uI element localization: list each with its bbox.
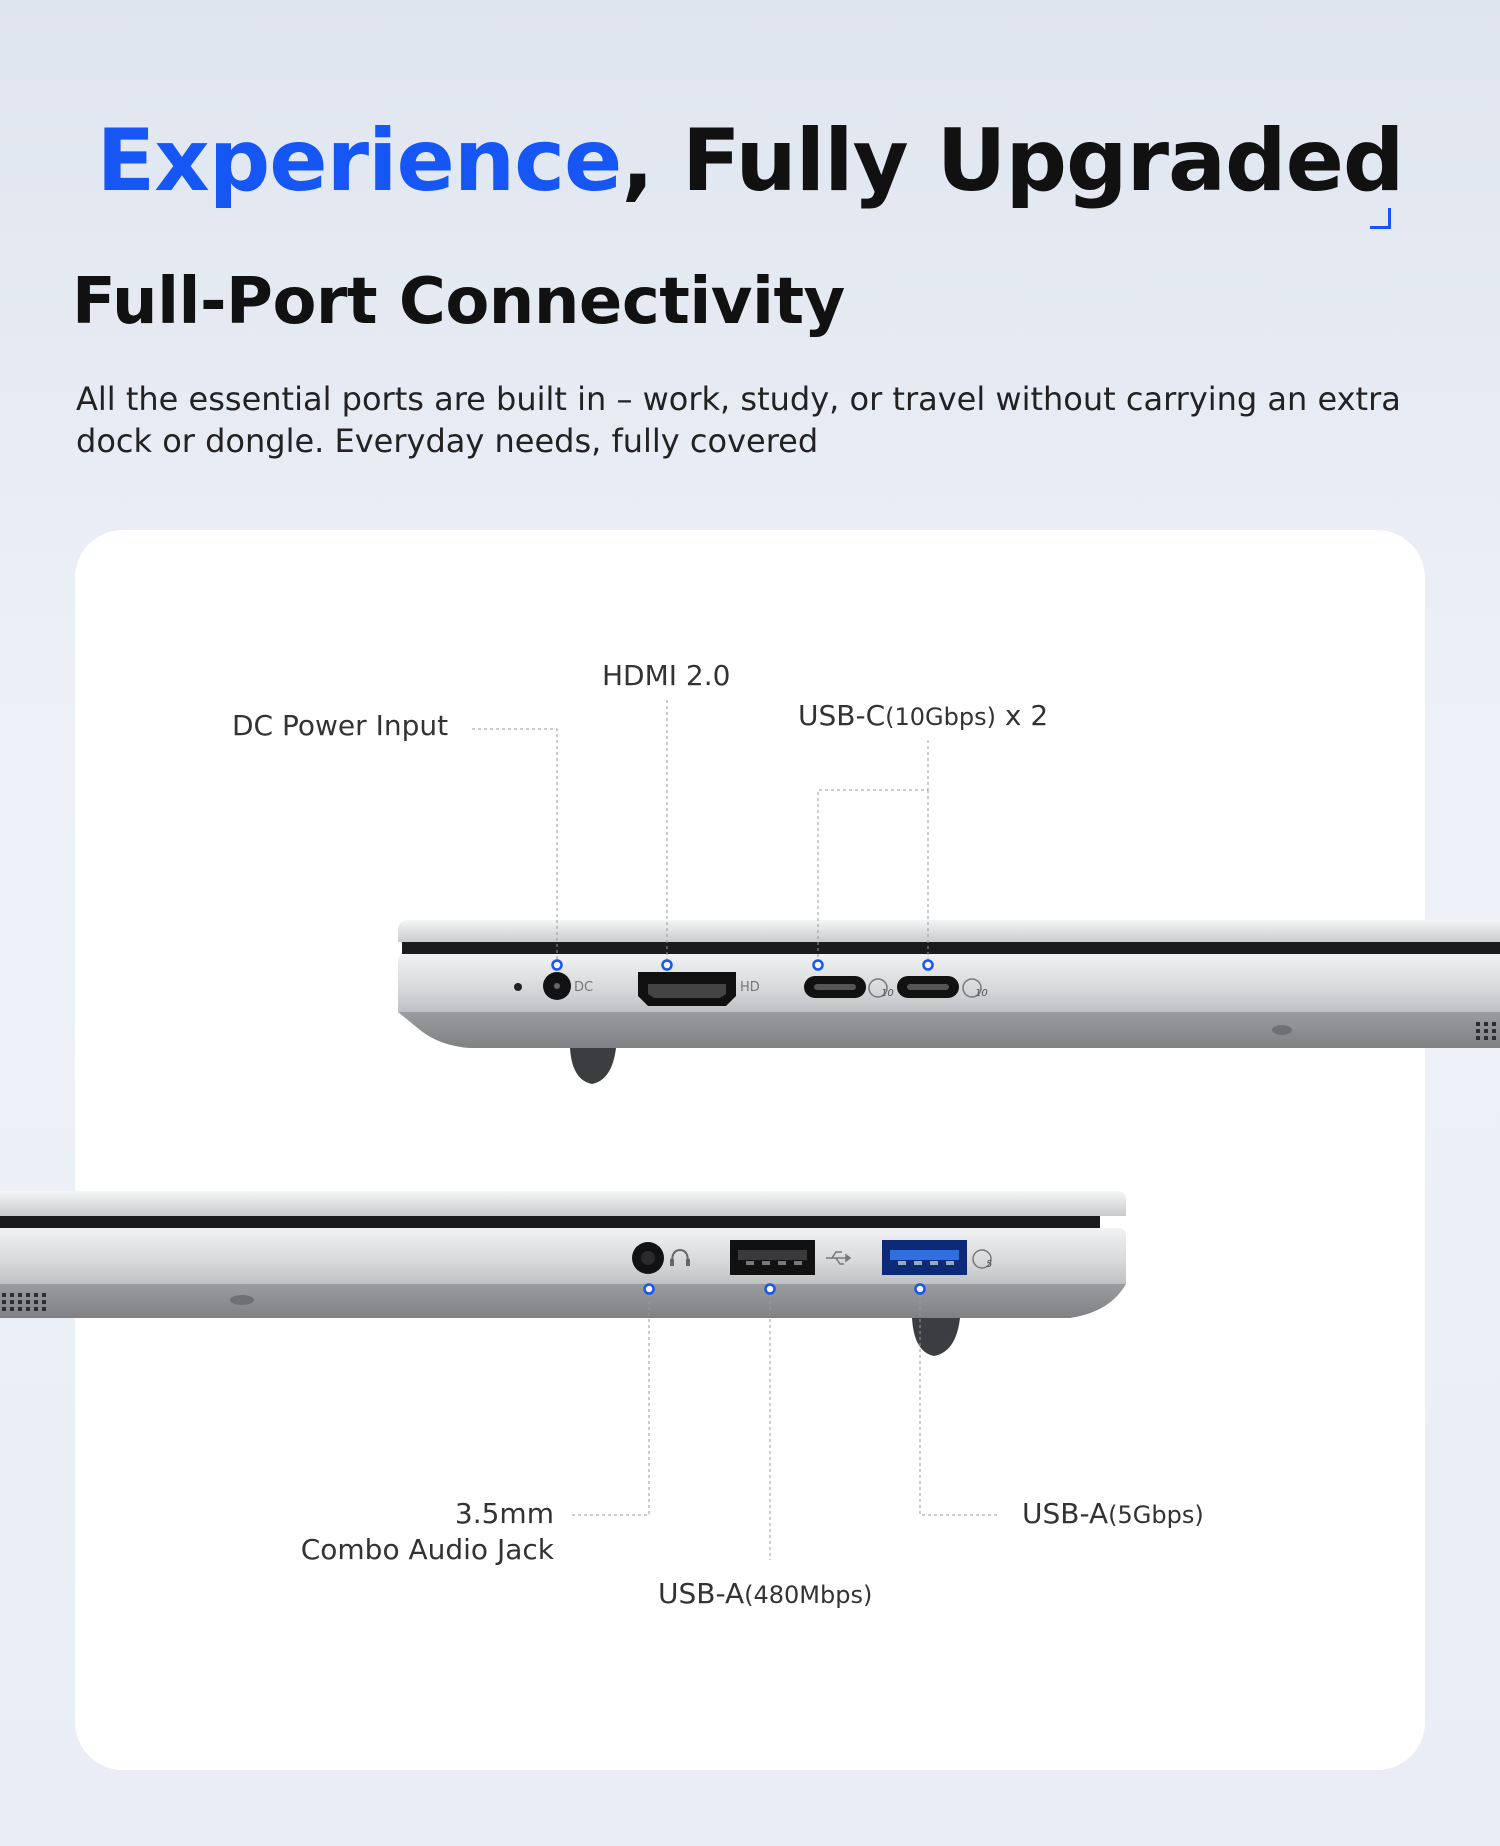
audio-jack-label: 3.5mm Combo Audio Jack xyxy=(300,1497,554,1566)
usbc-marking-2: 10 xyxy=(975,988,988,999)
vent-grille xyxy=(1476,1022,1496,1040)
usba-5gbps-label: USB-A(5Gbps) xyxy=(1022,1497,1204,1530)
marker-dot xyxy=(814,961,823,970)
marker-dot xyxy=(663,961,672,970)
dc-power-label: DC Power Input xyxy=(232,709,449,742)
marker-dot xyxy=(553,961,562,970)
usbc-marking-1: 10 xyxy=(881,988,894,999)
section-description: All the essential ports are built in – work, study, or travel without carrying an extra dock or dongle. Everyday needs, fully covered xyxy=(76,380,1401,460)
usbc-label: USB-C(10Gbps) x 2 xyxy=(798,699,1049,732)
usba-480-label: USB-A(480Mbps) xyxy=(658,1577,873,1610)
hdmi-marking: HD xyxy=(740,980,760,995)
usba-5gbps-marking: 5 xyxy=(986,1259,993,1270)
screw-icon xyxy=(230,1295,254,1305)
leader-lines xyxy=(472,700,1000,1560)
section-title: Full-Port Connectivity xyxy=(72,265,845,339)
headline-accent: Experience xyxy=(96,111,622,211)
laptop-right-side xyxy=(0,1191,1126,1356)
marker-dot xyxy=(766,1285,775,1294)
hdmi-label: HDMI 2.0 xyxy=(602,659,731,692)
status-led xyxy=(514,983,522,991)
dc-marking: DC xyxy=(574,980,594,995)
lid-gap xyxy=(402,942,1500,954)
marker-dot xyxy=(916,1285,925,1294)
headline-rest: , Fully Upgraded xyxy=(621,111,1404,211)
lid-edge xyxy=(398,920,1500,942)
rubber-foot xyxy=(912,1318,960,1356)
audio-leader xyxy=(570,1289,649,1515)
laptop-left-side xyxy=(398,920,1500,1084)
lid-gap xyxy=(0,1216,1100,1228)
rubber-foot xyxy=(570,1048,616,1084)
marker-dot xyxy=(924,961,933,970)
chassis-bottom xyxy=(0,1284,1126,1318)
marker-dot xyxy=(645,1285,654,1294)
screw-icon xyxy=(1272,1025,1292,1035)
lid-edge xyxy=(0,1191,1126,1216)
chassis-bottom xyxy=(398,1012,1500,1048)
